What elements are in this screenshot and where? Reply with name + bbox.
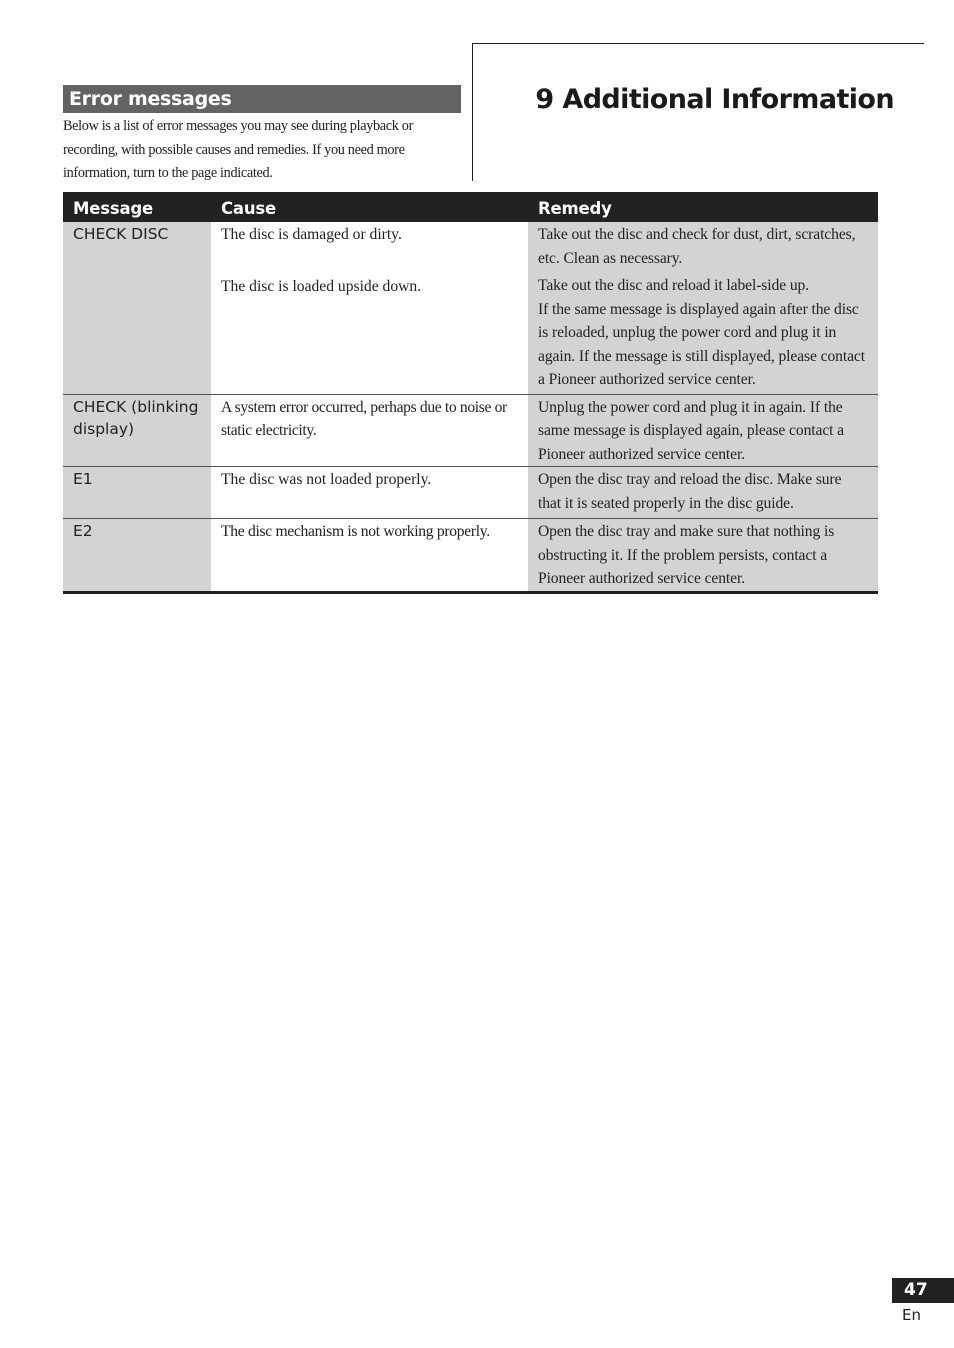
message-text: CHECK DISC	[73, 225, 169, 243]
cause-cell	[211, 519, 528, 593]
cause-text: The disc is loaded upside down.	[221, 277, 422, 295]
message-text: CHECK (blinking display)	[73, 397, 199, 438]
cause-text: The disc is damaged or dirty.	[221, 226, 402, 243]
remedy-text: Take out the disc and check for dust, dirt, scratches, etc. Clean as necessary.	[538, 226, 856, 267]
message-cell	[63, 519, 211, 593]
cause-text: The disc mechanism is not working properly.	[221, 523, 490, 540]
error-messages-table	[63, 192, 878, 594]
remedy-cell	[528, 519, 878, 593]
chapter-frame	[472, 43, 924, 181]
table-row	[63, 394, 878, 467]
header-remedy: Remedy	[528, 192, 878, 222]
remedy-cell	[528, 222, 878, 394]
table-row	[63, 519, 878, 593]
remedy-text: If the same message is displayed again after the disc is reloaded, unplug the power cord and plug it in again. If the message is still displayed, please contact a Pioneer authorized service center.	[538, 300, 865, 388]
remedy-cell	[528, 394, 878, 467]
message-cell	[63, 222, 211, 394]
cause-cell	[211, 467, 528, 519]
remedy-text: Unplug the power cord and plug it in again. If the same message is displayed again, please contact a Pioneer authorized service center.	[538, 398, 844, 463]
header-message: Message	[63, 192, 211, 222]
table-header-row	[63, 192, 878, 222]
remedy-cell	[528, 467, 878, 519]
message-text: E1	[73, 470, 93, 488]
page-number: 47	[892, 1278, 954, 1303]
cause-cell	[211, 394, 528, 467]
message-text: E2	[73, 522, 93, 540]
remedy-text: Take out the disc and reload it label-side up.	[538, 277, 810, 294]
message-cell	[63, 467, 211, 519]
table-row	[63, 222, 878, 394]
remedy-text: Open the disc tray and make sure that nothing is obstructing it. If the problem persists, contact a Pioneer authorized service center.	[538, 523, 835, 587]
remedy-text: Open the disc tray and reload the disc. Make sure that it is seated properly in the disc guide.	[538, 471, 842, 512]
section-heading: Error messages	[63, 85, 461, 113]
page-language: En	[902, 1306, 921, 1324]
header-cause: Cause	[211, 192, 528, 222]
cause-text: A system error occurred, perhaps due to noise or static electricity.	[221, 398, 507, 439]
table-row	[63, 467, 878, 519]
chapter-title: 9 Additional Information	[535, 84, 894, 115]
message-cell	[63, 394, 211, 467]
intro-paragraph: Below is a list of error messages you may see during playback or recording, with possible causes and remedies. If you need more information, turn to the page indicated.	[63, 118, 414, 181]
cause-cell	[211, 222, 528, 394]
cause-text: The disc was not loaded properly.	[221, 471, 432, 488]
